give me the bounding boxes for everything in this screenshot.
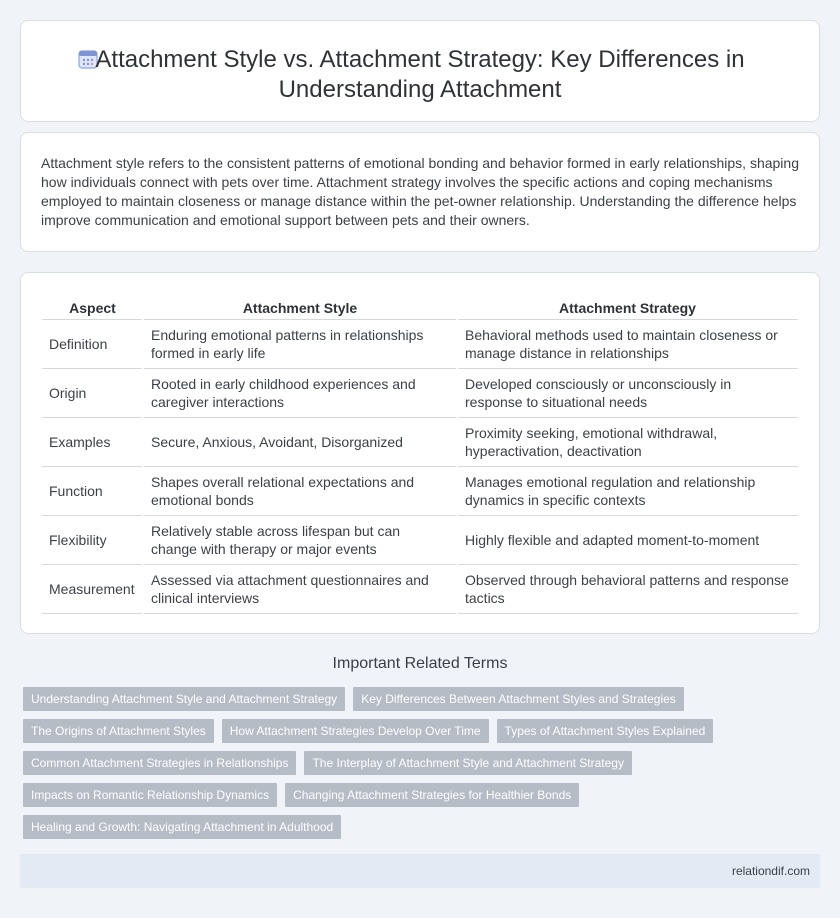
row-strategy: Observed through behavioral patterns and response tactics [457, 564, 798, 613]
page-title: Attachment Style vs. Attachment Strategy: Key Differences in Understanding Attachment [95, 46, 745, 103]
related-term-tag[interactable]: Changing Attachment Strategies for Healthier Bonds [285, 783, 579, 807]
row-strategy: Proximity seeking, emotional withdrawal, hyperactivation, deactivation [457, 417, 798, 466]
row-style: Shapes overall relational expectations and emotional bonds [143, 466, 457, 515]
header-attachment-style: Attachment Style [143, 295, 457, 319]
header-aspect: Aspect [42, 295, 143, 319]
related-term-tag[interactable]: Key Differences Between Attachment Styles and Strategies [353, 687, 684, 711]
row-strategy: Developed consciously or unconsciously in response to situational needs [457, 368, 798, 417]
header-attachment-strategy: Attachment Strategy [457, 295, 798, 319]
footer [20, 854, 820, 888]
row-style: Rooted in early childhood experiences and caregiver interactions [143, 368, 457, 417]
row-strategy: Highly flexible and adapted moment-to-moment [457, 515, 798, 564]
site-name[interactable]: relationdif.com [731, 864, 810, 878]
table-row [42, 319, 798, 368]
title-card [20, 20, 820, 122]
comparison-table [42, 295, 798, 614]
row-strategy: Manages emotional regulation and relationship dynamics in specific contexts [457, 466, 798, 515]
row-style: Enduring emotional patterns in relationships formed in early life [143, 319, 457, 368]
related-term-tag[interactable]: Healing and Growth: Navigating Attachment in Adulthood [23, 815, 341, 839]
row-aspect: Flexibility [42, 515, 143, 564]
related-term-tag[interactable]: Understanding Attachment Style and Attachment Strategy [23, 687, 345, 711]
row-aspect: Origin [42, 368, 143, 417]
related-term-tag[interactable]: How Attachment Strategies Develop Over Time [222, 719, 489, 743]
intro-card [20, 132, 820, 252]
table-row [42, 564, 798, 613]
related-term-tag[interactable]: Impacts on Romantic Relationship Dynamics [23, 783, 277, 807]
row-aspect: Measurement [42, 564, 143, 613]
related-term-tag[interactable]: Types of Attachment Styles Explained [497, 719, 714, 743]
comparison-card [20, 272, 820, 634]
table-row [42, 466, 798, 515]
related-term-tag[interactable]: The Interplay of Attachment Style and Attachment Strategy [304, 751, 632, 775]
row-aspect: Definition [42, 319, 143, 368]
row-strategy: Behavioral methods used to maintain closeness or manage distance in relationships [457, 319, 798, 368]
related-term-tag[interactable]: The Origins of Attachment Styles [23, 719, 214, 743]
table-row [42, 515, 798, 564]
row-style: Assessed via attachment questionnaires and clinical interviews [143, 564, 457, 613]
related-terms-list [23, 687, 803, 839]
row-style: Relatively stable across lifespan but can change with therapy or major events [143, 515, 457, 564]
table-row [42, 417, 798, 466]
related-terms-heading: Important Related Terms [332, 655, 508, 672]
intro-paragraph: Attachment style refers to the consistent patterns of emotional bonding and behavior formed in early relationships, shaping how individuals connect with pets over time. Attachment strategy involves the specific actions and coping mechanisms employed to maintain closeness or manage distance within the pet-owner relationship. Understanding the difference helps improve communication and emotional support between pets and their owners. [41, 155, 799, 228]
table-header-row [42, 295, 798, 319]
row-aspect: Function [42, 466, 143, 515]
related-term-tag[interactable]: Common Attachment Strategies in Relationships [23, 751, 296, 775]
row-style: Secure, Anxious, Avoidant, Disorganized [143, 417, 457, 466]
table-row [42, 368, 798, 417]
row-aspect: Examples [42, 417, 143, 466]
